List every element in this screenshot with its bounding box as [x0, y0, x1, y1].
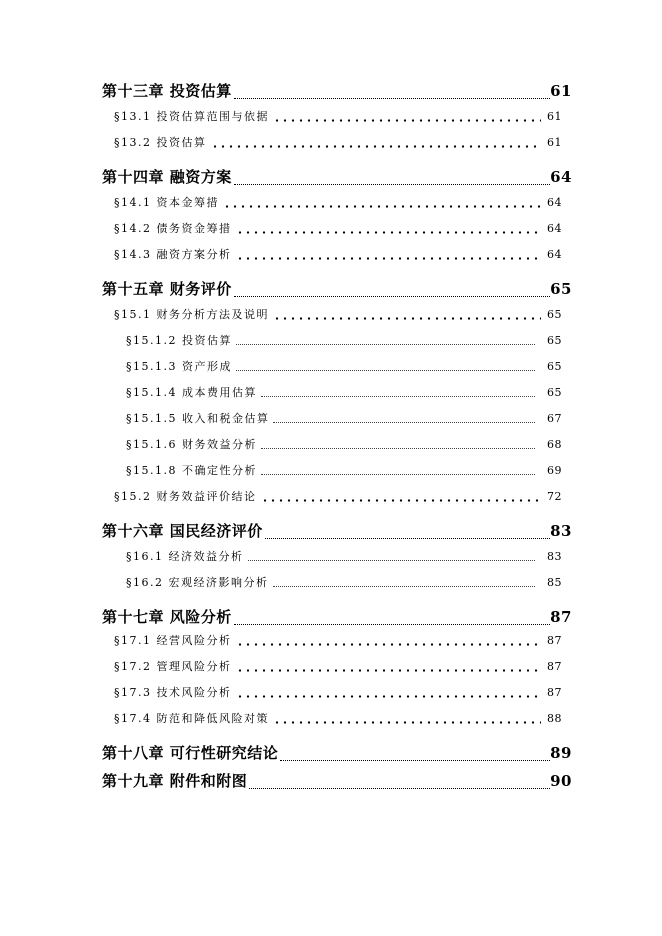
chapter-title: 第十七章 风险分析	[102, 608, 232, 626]
page-number: 65	[547, 334, 562, 347]
section-title: §15.1.2 投资估算	[126, 334, 232, 347]
toc-subsection-15-1-5[interactable]	[126, 410, 562, 426]
toc-chapter-17[interactable]	[102, 606, 572, 627]
section-title: §13.1 投资估算范围与依据	[114, 110, 269, 123]
toc-subsection-15-1-2[interactable]	[126, 332, 562, 348]
chapter-title: 第十八章 可行性研究结论	[102, 744, 279, 762]
dot-leader	[236, 695, 542, 698]
page-number: 87	[547, 686, 562, 699]
page-number: 68	[547, 438, 562, 451]
toc-section-17-3[interactable]	[114, 684, 562, 700]
page-number: 67	[547, 412, 562, 425]
section-title: §15.1 财务分析方法及说明	[114, 308, 269, 321]
toc-chapter-18[interactable]	[102, 742, 572, 763]
dot-leader	[261, 473, 535, 475]
page-number: 61	[547, 136, 562, 149]
toc-chapter-15[interactable]	[102, 278, 572, 299]
dot-leader	[273, 119, 541, 122]
chapter-title: 第十九章 附件和附图	[102, 772, 248, 790]
page-number: 65	[550, 280, 572, 298]
page-number: 83	[550, 522, 572, 540]
section-title: §17.4 防范和降低风险对策	[114, 712, 269, 725]
dot-leader	[265, 537, 550, 539]
page-number: 72	[547, 490, 562, 503]
page-number: 85	[547, 576, 562, 589]
page-number: 90	[550, 772, 572, 790]
section-title: §15.1.3 资产形成	[126, 360, 232, 373]
section-title: §13.2 投资估算	[114, 136, 207, 149]
page-number: 64	[547, 222, 562, 235]
toc-section-16-2[interactable]	[126, 574, 562, 590]
dot-leader	[236, 231, 542, 234]
toc-chapter-14[interactable]	[102, 166, 572, 187]
section-title: §17.3 技术风险分析	[114, 686, 232, 699]
page-number: 64	[547, 196, 562, 209]
toc-section-17-4[interactable]	[114, 710, 562, 726]
page-number: 83	[547, 550, 562, 563]
toc-chapter-13[interactable]	[102, 80, 572, 101]
toc-section-15-2[interactable]	[114, 488, 562, 504]
dot-leader	[273, 721, 541, 724]
dot-leader	[234, 97, 550, 99]
dot-leader	[249, 787, 550, 789]
page-number: 64	[547, 248, 562, 261]
dot-leader	[236, 369, 535, 371]
dot-leader	[261, 499, 542, 502]
section-title: §15.2 财务效益评价结论	[114, 490, 257, 503]
section-title: §15.1.5 收入和税金估算	[126, 412, 270, 425]
chapter-title: 第十五章 财务评价	[102, 280, 232, 298]
page-number: 64	[550, 168, 572, 186]
dot-leader	[236, 343, 535, 345]
toc-section-13-1[interactable]	[114, 108, 562, 124]
section-title: §16.1 经济效益分析	[126, 550, 244, 563]
dot-leader	[211, 145, 542, 148]
section-title: §15.1.8 不确定性分析	[126, 464, 257, 477]
section-title: §17.2 管理风险分析	[114, 660, 232, 673]
section-title: §14.3 融资方案分析	[114, 248, 232, 261]
toc-subsection-15-1-8[interactable]	[126, 462, 562, 478]
toc-section-14-2[interactable]	[114, 220, 562, 236]
dot-leader	[273, 421, 535, 423]
toc-subsection-15-1-3[interactable]	[126, 358, 562, 374]
section-title: §15.1.6 财务效益分析	[126, 438, 257, 451]
page-number: 65	[547, 360, 562, 373]
section-title: §14.2 债务资金筹措	[114, 222, 232, 235]
toc-section-17-2[interactable]	[114, 658, 562, 674]
dot-leader	[234, 295, 550, 297]
page-number: 65	[547, 308, 562, 321]
dot-leader	[273, 317, 541, 320]
page-number: 87	[547, 660, 562, 673]
section-title: §16.2 宏观经济影响分析	[126, 576, 269, 589]
section-title: §17.1 经营风险分析	[114, 634, 232, 647]
dot-leader	[223, 205, 541, 208]
page-number: 69	[547, 464, 562, 477]
toc-subsection-15-1-4[interactable]	[126, 384, 562, 400]
page-number: 89	[550, 744, 572, 762]
page-number: 61	[550, 82, 572, 100]
toc-section-13-2[interactable]	[114, 134, 562, 150]
dot-leader	[236, 257, 542, 260]
chapter-title: 第十四章 融资方案	[102, 168, 232, 186]
section-title: §14.1 资本金筹措	[114, 196, 219, 209]
toc-chapter-16[interactable]	[102, 520, 572, 541]
toc-chapter-19[interactable]	[102, 770, 572, 791]
page-number: 88	[547, 712, 562, 725]
dot-leader	[236, 643, 542, 646]
toc-subsection-15-1-6[interactable]	[126, 436, 562, 452]
toc-section-17-1[interactable]	[114, 632, 562, 648]
toc-section-16-1[interactable]	[126, 548, 562, 564]
toc-section-14-3[interactable]	[114, 246, 562, 262]
page-number: 65	[547, 386, 562, 399]
dot-leader	[248, 559, 536, 561]
dot-leader	[261, 395, 535, 397]
dot-leader	[234, 183, 550, 185]
page-number: 61	[547, 110, 562, 123]
page-number: 87	[547, 634, 562, 647]
toc-section-15-1[interactable]	[114, 306, 562, 322]
dot-leader	[273, 585, 536, 587]
page-number: 87	[550, 608, 572, 626]
dot-leader	[261, 447, 535, 449]
section-title: §15.1.4 成本费用估算	[126, 386, 257, 399]
dot-leader	[236, 669, 542, 672]
toc-section-14-1[interactable]	[114, 194, 562, 210]
dot-leader	[234, 623, 550, 625]
chapter-title: 第十三章 投资估算	[102, 82, 232, 100]
dot-leader	[280, 759, 550, 761]
chapter-title: 第十六章 国民经济评价	[102, 522, 263, 540]
